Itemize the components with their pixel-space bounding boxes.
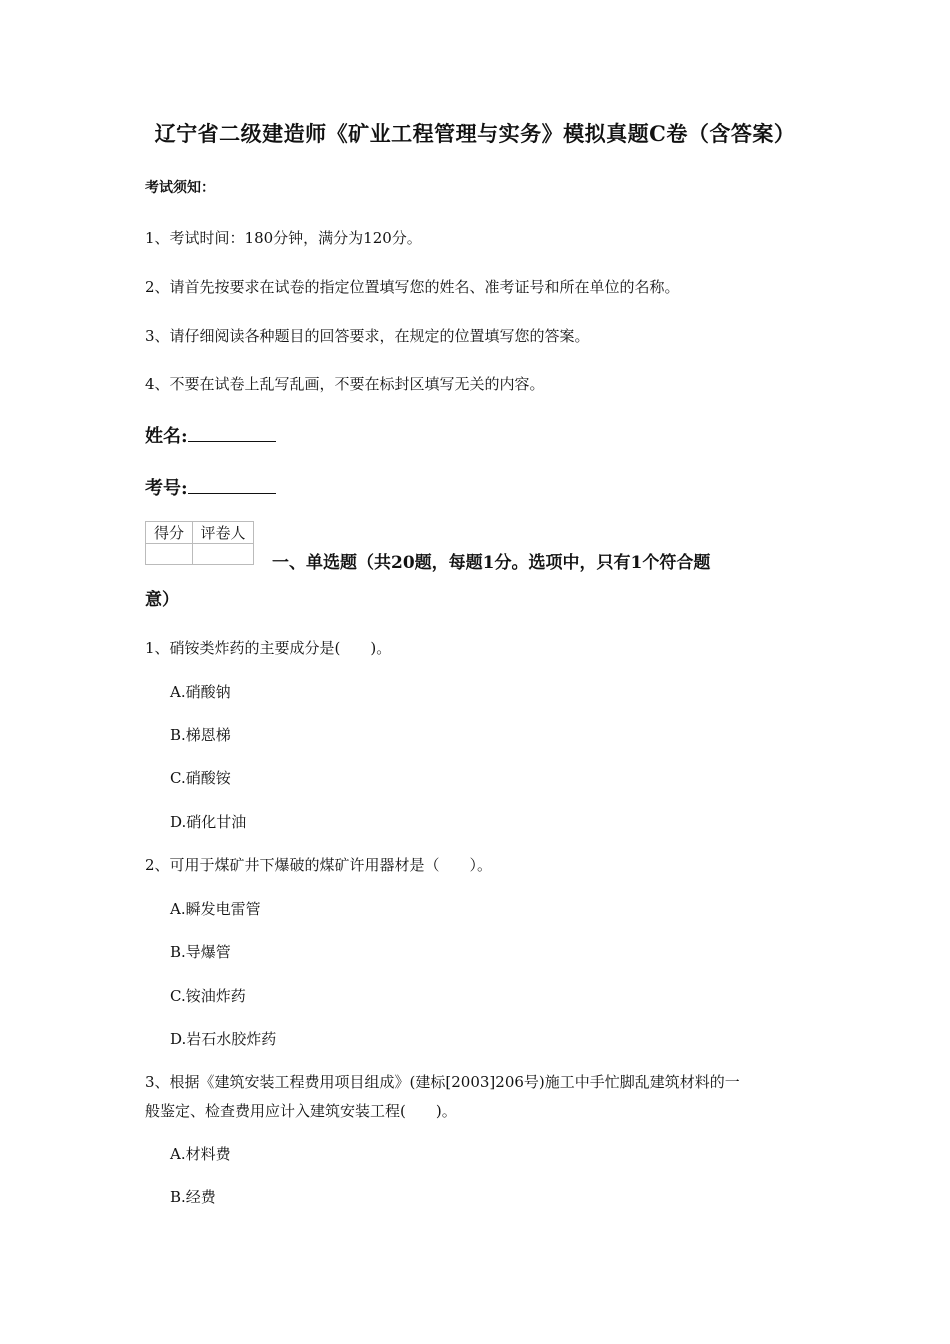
name-label: 姓名:	[145, 426, 188, 447]
question-1-option-c: C.硝酸铵	[170, 769, 231, 787]
notice-heading: 考试须知：	[145, 180, 215, 196]
name-field	[145, 422, 276, 448]
grader-header: 评卷人	[193, 522, 254, 544]
score-table	[145, 521, 254, 565]
notice-rule-1: 1、考试时间：180分钟，满分为120分。	[145, 229, 422, 247]
question-1: 1、硝铵类炸药的主要成分是( )。	[145, 639, 392, 657]
exam-id-label: 考号:	[145, 478, 188, 499]
page-title: 辽宁省二级建造师《矿业工程管理与实务》模拟真题C卷（含答案）	[154, 121, 796, 146]
section-heading: 一、单选题（共20题，每题1分。选项中，只有1个符合题	[272, 553, 711, 573]
name-blank[interactable]	[188, 423, 276, 442]
notice-rule-2: 2、请首先按要求在试卷的指定位置填写您的姓名、准考证号和所在单位的名称。	[145, 278, 680, 296]
question-2-option-a: A.瞬发电雷管	[170, 900, 261, 918]
question-3-option-a: A.材料费	[170, 1145, 231, 1163]
question-3-continued: 般鉴定、检查费用应计入建筑安装工程( )。	[145, 1102, 457, 1120]
question-2-option-b: B.导爆管	[170, 943, 231, 961]
grader-cell[interactable]	[193, 544, 254, 565]
question-3: 3、根据《建筑安装工程费用项目组成》(建标[2003]206号)施工中手忙脚乱建筑材料的一	[145, 1073, 740, 1091]
question-1-option-b: B.梯恩梯	[170, 726, 231, 744]
score-header: 得分	[146, 522, 193, 544]
question-1-option-d: D.硝化甘油	[170, 813, 247, 831]
exam-id-field	[145, 474, 276, 500]
score-cell[interactable]	[146, 544, 193, 565]
notice-rule-4: 4、不要在试卷上乱写乱画，不要在标封区填写无关的内容。	[145, 375, 545, 393]
section-heading-continued: 意）	[145, 590, 179, 610]
question-3-option-b: B.经费	[170, 1188, 216, 1206]
question-1-option-a: A.硝酸钠	[170, 683, 231, 701]
question-2: 2、可用于煤矿井下爆破的煤矿许用器材是（ ）。	[145, 856, 493, 874]
question-2-option-d: D.岩石水胶炸药	[170, 1030, 277, 1048]
exam-id-blank[interactable]	[188, 475, 276, 494]
notice-rule-3: 3、请仔细阅读各种题目的回答要求，在规定的位置填写您的答案。	[145, 327, 590, 345]
question-2-option-c: C.铵油炸药	[170, 987, 246, 1005]
